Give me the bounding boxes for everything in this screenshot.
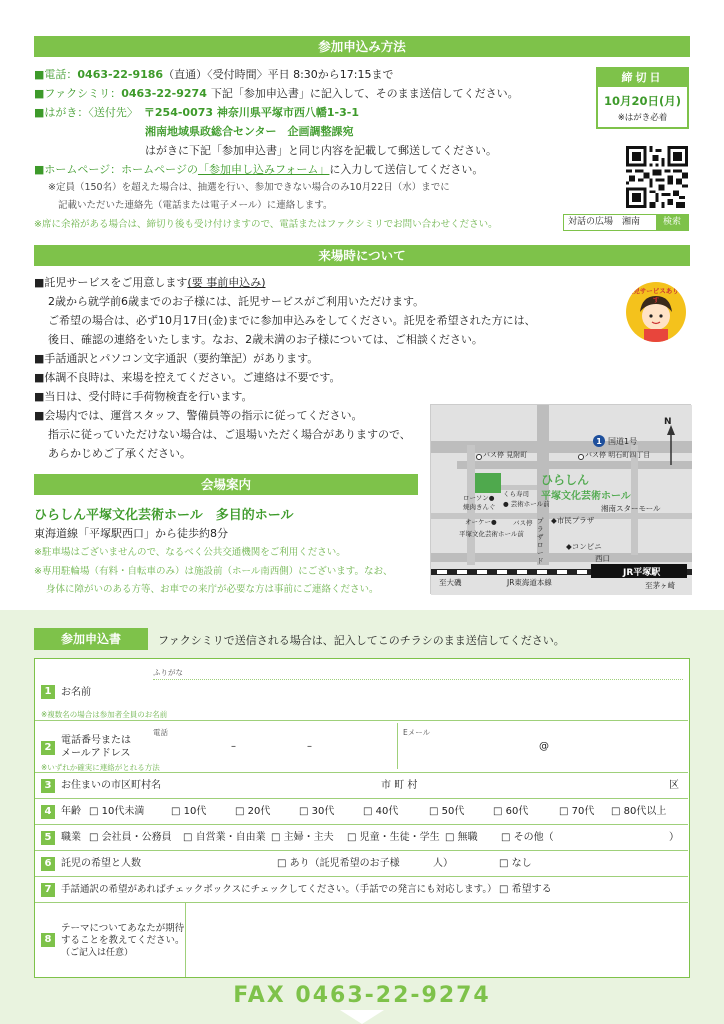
form-row-theme[interactable]: 8 テーマについてあなたが期待 することを教えてください。 （ご記入は任意） [35, 903, 688, 977]
capacity-note-2: 記載いただいた連絡先（電話または電子メール）に連絡します。 [58, 200, 333, 211]
deadline-date: 10月20日(月) [603, 94, 682, 108]
childcare-no[interactable]: □ なし [499, 858, 532, 869]
job-option[interactable]: □ 無職 [445, 832, 478, 843]
form-row-city[interactable]: 3 お住まいの市区町村名 市 町 村 区 [35, 773, 688, 799]
map-bus-meiji: バス停 明石町四丁目 [585, 451, 651, 459]
job-option[interactable]: □ 児童・生徒・学生 [347, 832, 440, 843]
apply-web: ■ホームページ：ホームページの「参加申し込みフォーム」に入力して送信してください。 [34, 163, 484, 176]
deadline-header: 締切日 [598, 69, 687, 87]
apply-post: ■はがき：〈送付先〉 〒254-0073 神奈川県平塚市西八幡1-3-1 [34, 106, 359, 119]
map-hall-front: 平塚文化芸術ホール前 [459, 530, 524, 538]
map-north: N [664, 417, 672, 427]
map-route1: 国道1号 [608, 437, 638, 446]
age-option[interactable]: □ 20代 [235, 806, 271, 817]
venue-header: 会場案内 [34, 474, 418, 495]
childcare-yes[interactable]: □ あり（託児希望のお子様 [277, 858, 400, 869]
childcare-1: 2歳から就学前6歳までのお子様には、託児サービスがご利用いただけます。 [48, 295, 425, 308]
childcare-2: ご希望の場合は、必ず10月17日(金)までに参加申込みをしてください。託児を希望された方には、 [48, 314, 536, 327]
age-option[interactable]: □ 30代 [299, 806, 335, 817]
map-jr-station: JR平塚駅 [623, 568, 661, 578]
map-hall-line2: 平塚文化芸術ホール [541, 491, 631, 502]
web-form-link[interactable]: 「参加申し込みフォーム」 [197, 163, 330, 176]
map-plaza: ◆市民プラザ [551, 516, 595, 525]
capacity-note-1: ※定員（150名）を超えた場合は、抽選を行い、参加できない場合のみ10月22日（水）までに [48, 182, 450, 193]
form-row-name[interactable]: ふりがな 1 お名前 ※複数名の場合は参加者全員のお名前 [35, 659, 688, 721]
form-row-sign[interactable]: 7 手話通訳の希望があればチェックボックスにチェックしてください。（手話での発言にも対応します。） □ 希望する [35, 877, 688, 903]
map-plaza-road: プラザロード [537, 517, 544, 565]
map-jr-line: JR東海道本線 [507, 578, 552, 587]
map-to-chigasaki: 至茅ヶ崎 [645, 581, 675, 590]
item-bag: ■当日は、受付時に手荷物検査を行います。 [34, 390, 253, 403]
sign-check[interactable]: □ 希望する [499, 884, 552, 895]
apply-fax: ■ファクシミリ：0463-22-9274 下記「参加申込書」に記入して、そのまま送信してください。 [34, 87, 519, 100]
map-yakiniku: 焼肉きんぐ [463, 503, 496, 511]
age-option[interactable]: □ 60代 [493, 806, 529, 817]
venue-map [430, 404, 691, 594]
age-option[interactable]: □ 10代 [171, 806, 207, 817]
form-row-job[interactable]: 5 職業 □ 会社員・公務員 □ 自営業・自由業 □ 主婦・主夫 □ 児童・生徒・学生 □ 無職 □ その他（ ） [35, 825, 688, 851]
bike-note-1: ※専用駐輪場（有料・自転車のみ）は施設前（ホール南西側）にございます。なお、 [34, 566, 393, 577]
map-shonan-star: 湘南スターモール [601, 504, 661, 513]
map-nishiguchi: 西口 [595, 554, 610, 563]
map-hall-line1: ひらしん [541, 473, 590, 487]
deadline-box [596, 67, 689, 129]
post-center: 湘南地域県政総合センター 企画調整課宛 [145, 125, 354, 138]
venue-name: ひらしん平塚文化芸術ホール 多目的ホール [34, 508, 294, 523]
map-okei: オーケー● [465, 518, 497, 526]
form-header-note: ファクシミリで送信される場合は、記入してこのチラシのまま送信してください。 [158, 634, 565, 647]
job-option[interactable]: □ 自営業・自由業 [183, 832, 266, 843]
fax-number-footer: FAX 0463-22-9274 [233, 983, 491, 1008]
map-lawson: ローソン● [463, 494, 495, 502]
childcare-title: ■託児サービスをご用意します(要 事前申込み) [34, 276, 266, 289]
form-header: 参加申込書 [34, 628, 148, 650]
age-option[interactable]: □ 50代 [429, 806, 465, 817]
form-row-contact[interactable]: 2 電話番号または メールアドレス 電話 – – Eメール @ ※いずれか確実に連絡がとれる方法 [35, 721, 688, 773]
svg-text:1: 1 [596, 437, 602, 446]
form-row-childcare[interactable]: 6 託児の希望と人数 □ あり（託児希望のお子様 人） □ なし [35, 851, 688, 877]
item-staff: ■会場内では、運営スタッフ、警備員等の指示に従ってください。 [34, 409, 363, 422]
apply-header: 参加申込み方法 [34, 36, 690, 57]
qr-code-icon[interactable] [626, 146, 688, 208]
map-to-oiso: 至大磯 [439, 578, 462, 587]
item-health: ■体調不良時は、来場を控えてください。ご連絡は不要です。 [34, 371, 341, 384]
job-option[interactable]: □ 主婦・主夫 [271, 832, 334, 843]
age-option[interactable]: □ 10代未満 [89, 806, 145, 817]
childcare-3: 後日、確認の連絡をいたします。なお、2歳未満のお子様については、ご相談ください。 [48, 333, 483, 346]
bike-note-2: 身体に障がいのある方等、お車での来庁が必要な方は事前にご連絡ください。 [46, 584, 379, 595]
map-konbini: ◆コンビニ [566, 542, 602, 551]
map-kuraduka: くら寿司 [503, 490, 529, 498]
tel-number[interactable]: 0463-22-9186 [77, 68, 164, 81]
form-row-age[interactable]: 4 年齢 □ 10代未満 □ 10代 □ 20代 □ 30代 □ 40代 □ 50代 □ 60代 □ 70代 □ 80代以上 [35, 799, 688, 825]
job-option[interactable]: □ その他（ [501, 832, 554, 843]
post-note: はがきに下記「参加申込書」と同じ内容を記載して郵送してください。 [145, 144, 497, 157]
search-text: 対話の広場 湘南 [568, 217, 641, 227]
deadline-note: ※はがき必着 [617, 113, 668, 123]
map-bus-hall: バス停 [513, 519, 533, 527]
mascot-text: 託児サービスあります [626, 287, 686, 304]
age-option[interactable]: □ 70代 [559, 806, 595, 817]
childcare-mascot-icon [626, 282, 686, 342]
fax-number[interactable]: 0463-22-9274 [121, 87, 207, 100]
visit-header: 来場時について [34, 245, 690, 266]
search-box[interactable] [563, 214, 689, 231]
parking-note: ※駐車場はございませんので、なるべく公共交通機関をご利用ください。 [34, 547, 346, 558]
application-form [34, 658, 690, 978]
down-arrow-icon [340, 1010, 384, 1024]
item-staff-2: 指示に従っていただけない場合は、ご退場いただく場合がありますので、 [48, 428, 411, 441]
search-button[interactable]: 検索 [656, 215, 688, 230]
age-option[interactable]: □ 40代 [363, 806, 399, 817]
map-hall-dot: ● 芸術ホール前 [503, 500, 550, 508]
venue-access: 東海道線「平塚駅西口」から徒歩約8分 [34, 527, 228, 540]
seat-note: ※席に余裕がある場合は、締切り後も受け付けますので、電話またはファクシミリでお問い合わせください。 [34, 219, 498, 230]
age-option[interactable]: □ 80代以上 [611, 806, 667, 817]
map-bus-mitsuke: バス停 見附町 [483, 451, 528, 459]
apply-tel: ■電話：0463-22-9186（直通）〈受付時間〉平日 8:30から17:15まで [34, 68, 394, 81]
item-staff-3: あらかじめご了承ください。 [48, 447, 191, 460]
item-sign: ■手話通訳とパソコン文字通訳（要約筆記）があります。 [34, 352, 319, 365]
job-option[interactable]: □ 会社員・公務員 [89, 832, 172, 843]
